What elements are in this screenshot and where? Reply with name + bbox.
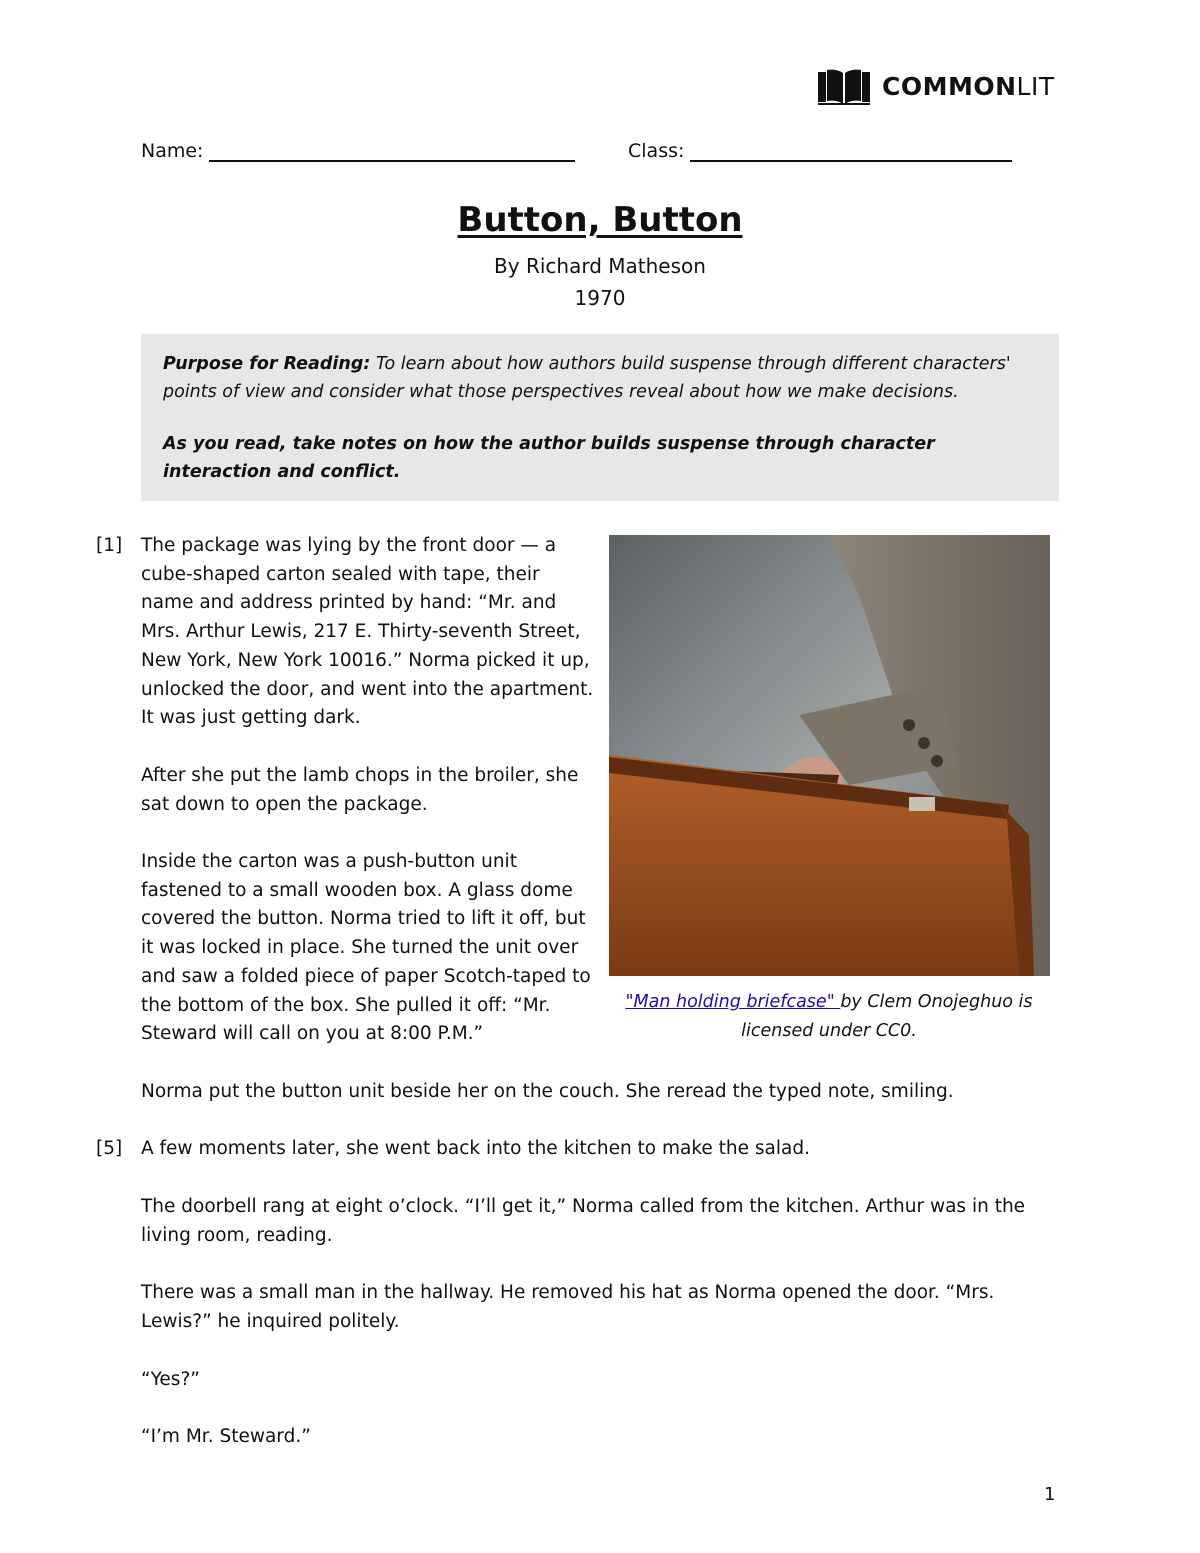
paragraph: The package was lying by the front door — a cube-shaped carton sealed with tape, their name and address printed by hand: “Mr. and Mrs. Arthur Lewis, 217 E. Thirty-seventh Street, New York, New York 10016.” Norma picked it up, unlocked the door, and went into the apartment. It was just getting dark. — [141, 535, 594, 729]
class-label: Class: — [628, 140, 685, 162]
paragraph: Inside the carton was a push-button unit fastened to a small wooden box. A glass dome covered the button. Norma tried to lift it off, but it was locked in place. She turned the unit over and saw a folded piece of paper Scotch-taped to the bottom of the box. She pulled it off: “Mr. Steward will call on you at 8:00 P.M.” — [141, 851, 591, 1045]
purpose-lead: Purpose for Reading: — [163, 354, 371, 374]
image-license: by Clem Onojeghuo is licensed under CC0. — [741, 992, 1033, 1041]
paragraph: A few moments later, she went back into the kitchen to make the salad. — [141, 1138, 810, 1159]
briefcase-photo — [609, 535, 1050, 976]
paragraph: After she put the lamb chops in the broiler, she sat down to open the package. — [141, 765, 579, 815]
logo-wordmark-bold: COMMON — [882, 72, 1017, 101]
publication-year: 1970 — [574, 286, 626, 310]
image-source-link[interactable]: "Man holding briefcase" — [625, 992, 841, 1012]
purpose-box — [141, 334, 1059, 501]
paragraph: “I’m Mr. Steward.” — [141, 1426, 311, 1447]
class-field[interactable] — [628, 140, 1012, 162]
purpose-text — [163, 350, 1037, 406]
story-title: Button, Button — [457, 200, 743, 240]
paragraph-number: [1] — [96, 535, 123, 556]
open-book-icon — [816, 68, 872, 106]
paragraph: There was a small man in the hallway. He removed his hat as Norma opened the door. “Mrs. Lewis?” he inquired politely. — [141, 1282, 995, 1332]
name-field[interactable] — [141, 140, 575, 162]
image-caption — [596, 988, 1062, 1045]
paragraph-number: [5] — [96, 1138, 123, 1159]
logo-wordmark-regular: LIT — [1016, 72, 1055, 101]
class-blank-line[interactable] — [690, 140, 1012, 162]
page-number: 1 — [1044, 1484, 1056, 1505]
name-blank-line[interactable] — [209, 140, 575, 162]
reading-note: As you read, take notes on how the author builds suspense through character interaction and conflict. — [163, 434, 935, 482]
commonlit-logo — [816, 68, 1055, 106]
paragraph: The doorbell rang at eight o’clock. “I’ll get it,” Norma called from the kitchen. Arthur was in the living room, reading. — [141, 1196, 1026, 1246]
paragraph: “Yes?” — [141, 1369, 200, 1390]
paragraph: Norma put the button unit beside her on the couch. She reread the typed note, smiling. — [141, 1081, 954, 1102]
logo-wordmark — [882, 68, 1055, 106]
purpose-body: To learn about how authors build suspense through different characters' points of view and consider what those perspectives reveal about how we make decisions. — [163, 354, 1011, 402]
name-label: Name: — [141, 140, 204, 162]
author-byline: By Richard Matheson — [494, 254, 706, 278]
